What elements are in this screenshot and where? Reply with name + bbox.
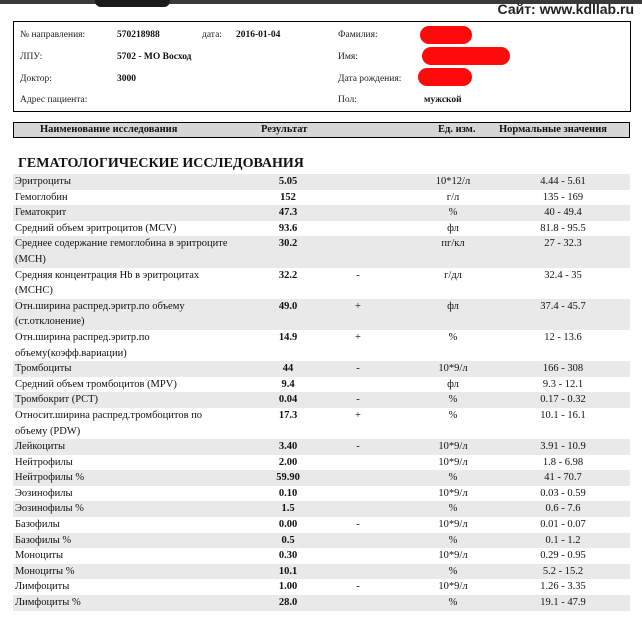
- normal-range: 0.6 - 7.6: [545, 503, 581, 515]
- normal-range: 10.1 - 16.1: [540, 409, 586, 421]
- table-row: [13, 361, 630, 377]
- surname-label: Фамилия:: [338, 30, 378, 40]
- normal-range: 41 - 70.7: [544, 472, 582, 484]
- normal-range: 135 - 169: [542, 191, 584, 203]
- test-result: 3.40: [278, 441, 298, 453]
- test-result: 28.0: [278, 597, 298, 609]
- test-unit: %: [448, 565, 458, 577]
- deviation-flag: +: [355, 331, 361, 343]
- test-result: 47.3: [278, 207, 298, 219]
- test-unit: %: [448, 394, 458, 406]
- test-name: Лимфоциты: [15, 581, 70, 593]
- test-result: 30.2: [278, 238, 298, 250]
- deviation-flag: -: [356, 363, 360, 375]
- table-row: [13, 190, 630, 206]
- test-unit: 10*9/л: [438, 487, 468, 499]
- test-result: 0.30: [278, 550, 298, 562]
- test-name: Эритроциты: [15, 176, 71, 187]
- test-name: Лейкоциты: [15, 441, 66, 453]
- test-result: 1.5: [281, 503, 295, 515]
- header-unit: Ед. изм.: [438, 124, 476, 135]
- normal-range: 0.17 - 0.32: [540, 394, 586, 406]
- name-redaction: [422, 47, 510, 65]
- deviation-flag: -: [356, 394, 360, 406]
- test-result: 0.10: [278, 487, 298, 499]
- normal-range: 1.8 - 6.98: [542, 456, 584, 468]
- test-name: Тромбокрит (PCT): [15, 394, 98, 406]
- normal-range: 166 - 308: [542, 363, 584, 375]
- referral-label: № направления:: [20, 30, 86, 40]
- test-result: 1.00: [278, 581, 298, 593]
- test-result: 93.6: [278, 222, 298, 234]
- test-result: 5.05: [278, 176, 298, 187]
- normal-range: 9.3 - 12.1: [542, 378, 584, 390]
- table-row: [13, 595, 630, 611]
- table-row: [13, 268, 630, 299]
- table-header: [13, 122, 630, 138]
- header-normal-values: Нормальные значения: [499, 124, 607, 135]
- normal-range: 4.44 - 5.61: [540, 176, 586, 187]
- test-name: Отн.ширина распред.эритр.по объему (ст.отклонение): [15, 300, 185, 328]
- test-unit: %: [448, 534, 458, 546]
- deviation-flag: +: [355, 409, 361, 421]
- table-row: [13, 330, 630, 361]
- table-row: [13, 439, 630, 455]
- site-url: Сайт: www.kdllab.ru: [497, 1, 634, 17]
- test-unit: 10*9/л: [438, 519, 468, 531]
- test-unit: г/дл: [444, 269, 462, 281]
- normal-range: 0.29 - 0.95: [540, 550, 586, 562]
- test-unit: 10*9/л: [438, 581, 468, 593]
- test-name: Моноциты: [15, 550, 64, 562]
- test-unit: фл: [447, 300, 459, 312]
- normal-range: 1.26 - 3.35: [540, 581, 586, 593]
- test-unit: пг/кл: [441, 238, 465, 250]
- test-unit: %: [448, 331, 458, 343]
- doctor-label: Доктор:: [20, 74, 52, 84]
- test-unit: 10*9/л: [438, 441, 468, 453]
- table-row: [13, 564, 630, 580]
- normal-range: 0.03 - 0.59: [540, 487, 586, 499]
- test-name: Гемоглобин: [15, 191, 68, 203]
- test-name: Гематокрит: [15, 207, 67, 219]
- table-row: [13, 174, 630, 190]
- test-name: Нейтрофилы: [15, 456, 73, 468]
- table-row: [13, 236, 630, 267]
- deviation-flag: -: [356, 581, 360, 593]
- test-result: 0.04: [278, 394, 298, 406]
- test-name: Средний объем эритроцитов (MCV): [15, 222, 177, 234]
- patient-info-box: [13, 21, 631, 112]
- table-row: [13, 501, 630, 517]
- deviation-flag: +: [355, 300, 361, 312]
- table-row: [13, 377, 630, 393]
- table-row: [13, 221, 630, 237]
- table-row: [13, 205, 630, 221]
- test-name: Отн.ширина распред.эритр.по объему(коэфф.вариации): [15, 331, 150, 359]
- normal-range: 37.4 - 45.7: [540, 300, 586, 312]
- test-result: 2.00: [278, 456, 298, 468]
- normal-range: 0.1 - 1.2: [545, 534, 581, 546]
- test-unit: %: [448, 472, 458, 484]
- test-name: Средняя концентрация Hb в эритроцитах (MCHC): [15, 269, 200, 297]
- normal-range: 19.1 - 47.9: [540, 597, 586, 609]
- doctor-value: 3000: [117, 74, 136, 84]
- test-result: 9.4: [281, 378, 295, 390]
- normal-range: 40 - 49.4: [544, 207, 582, 219]
- birthdate-redaction: [418, 68, 472, 86]
- test-name: Лимфоциты %: [15, 597, 81, 609]
- kdl-logo: [95, 0, 170, 7]
- table-row: [13, 408, 630, 439]
- table-row: [13, 470, 630, 486]
- name-label: Имя:: [338, 52, 358, 62]
- test-result: 49.0: [278, 300, 298, 312]
- address-label: Адрес пациента:: [20, 95, 88, 105]
- birthdate-label: Дата рождения:: [338, 74, 402, 84]
- table-row: [13, 392, 630, 408]
- test-result: 0.00: [278, 519, 298, 531]
- test-name: Эозинофилы: [15, 487, 73, 499]
- test-name: Среднее содержание гемоглобина в эритроците (MCH): [15, 238, 228, 265]
- normal-range: 3.91 - 10.9: [540, 441, 586, 453]
- section-title: ГЕМАТОЛОГИЧЕСКИЕ ИССЛЕДОВАНИЯ: [18, 156, 304, 171]
- test-unit: %: [448, 503, 458, 515]
- normal-range: 27 - 32.3: [544, 238, 582, 250]
- test-result: 59.90: [276, 472, 300, 484]
- test-result: 32.2: [278, 269, 298, 281]
- test-unit: 10*9/л: [438, 456, 468, 468]
- deviation-flag: -: [356, 519, 360, 531]
- deviation-flag: -: [356, 269, 360, 281]
- test-name: Нейтрофилы %: [15, 472, 85, 484]
- table-row: [13, 579, 630, 595]
- normal-range: 81.8 - 95.5: [540, 222, 586, 234]
- test-result: 44: [282, 363, 294, 375]
- lpu-label: ЛПУ:: [20, 52, 43, 62]
- table-row: [13, 299, 630, 330]
- table-row: [13, 517, 630, 533]
- lpu-value: 5702 - МО Восход: [117, 52, 192, 62]
- test-result: 14.9: [278, 331, 298, 343]
- test-name: Базофилы %: [15, 534, 72, 546]
- test-name: Базофилы: [15, 519, 60, 531]
- results-table: [13, 174, 630, 611]
- surname-redaction: [420, 26, 472, 44]
- test-unit: %: [448, 409, 458, 421]
- table-row: [13, 455, 630, 471]
- test-unit: г/л: [446, 191, 460, 203]
- normal-range: 12 - 13.6: [544, 331, 582, 343]
- table-row: [13, 548, 630, 564]
- test-name: Моноциты %: [15, 565, 75, 577]
- test-unit: %: [448, 207, 458, 219]
- test-name: Тромбоциты: [15, 363, 72, 375]
- test-unit: фл: [447, 378, 459, 390]
- test-result: 152: [280, 191, 296, 203]
- test-result: 10.1: [278, 565, 298, 577]
- table-row: [13, 486, 630, 502]
- test-unit: фл: [447, 222, 459, 234]
- normal-range: 0.01 - 0.07: [540, 519, 586, 531]
- header-test-name: Наименование исследования: [40, 124, 178, 135]
- referral-value: 570218988: [117, 30, 160, 40]
- table-row: [13, 533, 630, 549]
- test-result: 17.3: [278, 409, 298, 421]
- sex-value: мужской: [424, 95, 462, 105]
- test-name: Эозинофилы %: [15, 503, 84, 515]
- date-value: 2016-01-04: [236, 30, 281, 40]
- test-unit: 10*9/л: [438, 363, 468, 375]
- normal-range: 32.4 - 35: [544, 269, 582, 281]
- test-name: Средний объем тромбоцитов (MPV): [15, 378, 177, 390]
- sex-label: Пол:: [338, 95, 357, 105]
- test-name: Относит.ширина распред.тромбоцитов по объему (PDW): [15, 409, 203, 437]
- deviation-flag: -: [356, 441, 360, 453]
- header-result: Результат: [261, 124, 308, 135]
- normal-range: 5.2 - 15.2: [542, 565, 584, 577]
- date-label: дата:: [202, 30, 222, 40]
- test-unit: 10*9/л: [438, 550, 468, 562]
- test-unit: 10*12/л: [435, 176, 471, 187]
- test-result: 0.5: [281, 534, 295, 546]
- test-unit: %: [448, 597, 458, 609]
